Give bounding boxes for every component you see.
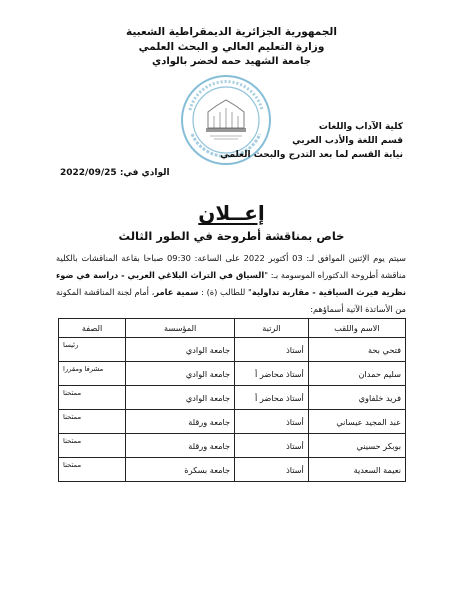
table-row [59, 434, 406, 458]
student-name: سمية عامر [154, 287, 199, 297]
thesis-title: السياق في التراث البلاغي العربي - دراسة في ضوء نظرية فيرث السياقية - مقاربة تداولية [56, 270, 406, 297]
header-rank: الرتبة [235, 319, 309, 338]
vice-department-label: نيابة القسم لما بعد التدرج والبحث العلمي [220, 150, 403, 160]
ministry-header: وزارة التعليم العالي و البحث العلمي [138, 41, 325, 53]
table-row [59, 410, 406, 434]
member-institution: جامعة الوادي [126, 386, 235, 410]
member-rank: أستاذ [235, 338, 309, 362]
member-role: ممتحنا [59, 410, 126, 434]
table-row [59, 386, 406, 410]
department-label: قسم اللغة والأدب العربي [292, 136, 403, 146]
body-closing: ، أمام لجنة المناقشة المكونة من الأساتذة الآتية أسماؤهم: [56, 287, 406, 314]
member-name: نعيمة السعدية [308, 458, 405, 482]
member-role: ممتحنا [59, 386, 126, 410]
member-rank: أستاذ [235, 458, 309, 482]
member-institution: جامعة الوادي [126, 362, 235, 386]
header-name: الاسم واللقب [308, 319, 405, 338]
table-header-row [59, 319, 406, 338]
member-role: مشرفا ومقررا [59, 362, 126, 386]
date-value: 2022/09/25 [60, 168, 117, 178]
member-role: ممتحنا [59, 434, 126, 458]
date-line [60, 168, 170, 178]
announcement-title: إعــلان [198, 201, 265, 225]
member-name: فريد خلفاوي [308, 386, 405, 410]
member-institution: جامعة الوادي [126, 338, 235, 362]
table-row [59, 338, 406, 362]
member-name: عبد المجيد عيساني [308, 410, 405, 434]
header-role: الصفة [59, 319, 126, 338]
republic-header: الجمهورية الجزائرية الديمقراطية الشعبية [126, 26, 337, 38]
member-role: رئيسا [59, 338, 126, 362]
member-institution: جامعة ورقلة [126, 410, 235, 434]
body-intro: سيتم يوم الإثنين الموافق لـ: 03 أكتوبر 2022 على الساعة: 09:30 صباحا بقاعة المناقشات بالكلية مناقشة أطروحة الدكتوراه الموسومة بـ: " [56, 253, 406, 280]
member-rank: أستاذ محاضر أ [235, 386, 309, 410]
date-label: الوادي في: [119, 168, 170, 178]
member-name: بوبكر حسيني [308, 434, 405, 458]
member-institution: جامعة ورقلة [126, 434, 235, 458]
member-rank: أستاذ [235, 434, 309, 458]
faculty-label: كلية الآداب واللغات [318, 122, 403, 132]
table-row [59, 362, 406, 386]
member-institution: جامعة بسكرة [126, 458, 235, 482]
member-role: ممتحنا [59, 458, 126, 482]
member-rank: أستاذ [235, 410, 309, 434]
member-name: فتحي بحة [308, 338, 405, 362]
header-institution: المؤسسة [126, 319, 235, 338]
table-row [59, 458, 406, 482]
announcement-body [56, 250, 406, 318]
member-name: سليم حمدان [308, 362, 405, 386]
university-header: جامعة الشهيد حمه لخضر بالوادي [152, 56, 311, 67]
announcement-subtitle: خاص بمناقشة أطروحة في الطور الثالث [118, 229, 345, 243]
committee-table [58, 318, 406, 482]
body-student-label: " للطالب (ة) : [198, 287, 252, 297]
member-rank: أستاذ محاضر أ [235, 362, 309, 386]
